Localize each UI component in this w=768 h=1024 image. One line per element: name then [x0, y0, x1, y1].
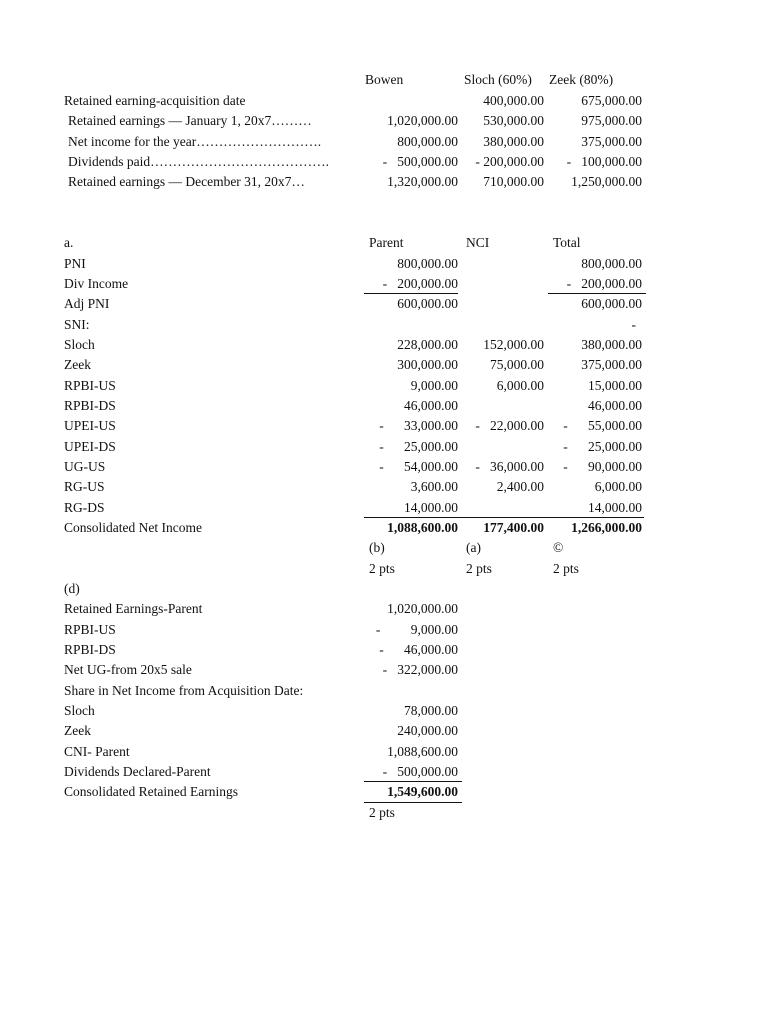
cell-zeek: 975,000.00 — [581, 113, 642, 128]
row-label: Share in Net Income from Acquisition Date: — [64, 683, 304, 698]
section-a-label: a. — [64, 235, 74, 250]
section-d-label: (d) — [64, 581, 80, 596]
row-label: RPBI-US — [64, 622, 116, 637]
cell-zeek: 675,000.00 — [581, 93, 642, 108]
col-header-total: Total — [553, 235, 581, 250]
total-value: 1,549,600.00 — [387, 784, 458, 799]
cell-bowen: 1,020,000.00 — [387, 113, 458, 128]
cell-total: 375,000.00 — [581, 357, 642, 372]
row-label: Div Income — [64, 276, 129, 291]
cell-nci: - 36,000.00 — [475, 459, 544, 474]
row-label: UPEI-DS — [64, 439, 116, 454]
total-rule — [364, 781, 462, 782]
cell-total: 14,000.00 — [588, 500, 642, 515]
cell-total: 15,000.00 — [588, 378, 642, 393]
cell-value: - 9,000.00 — [375, 622, 458, 637]
cell-total: - 55,000.00 — [563, 418, 642, 433]
cell-parent: 46,000.00 — [404, 398, 458, 413]
subtotal-rule — [364, 293, 458, 294]
cell-parent: 300,000.00 — [397, 357, 458, 372]
cell-zeek: 1,250,000.00 — [571, 174, 642, 189]
cell-total: - — [631, 317, 636, 332]
cell-value: 1,020,000.00 — [387, 601, 458, 616]
row-label: PNI — [64, 256, 86, 271]
cell-nci: 75,000.00 — [490, 357, 544, 372]
cell-total: - 25,000.00 — [563, 439, 642, 454]
cell-total: 380,000.00 — [581, 337, 642, 352]
cell-total: 6,000.00 — [594, 479, 642, 494]
cell-parent: 600,000.00 — [397, 296, 458, 311]
cell-parent: - 25,000.00 — [379, 439, 458, 454]
row-label: UG-US — [64, 459, 106, 474]
cell-total: - 200,000.00 — [566, 276, 642, 291]
cell-total: 46,000.00 — [588, 398, 642, 413]
cell-sloch: - 200,000.00 — [475, 154, 544, 169]
cell-parent: 800,000.00 — [397, 256, 458, 271]
row-label: Retained earnings — January 1, 20x7……… — [68, 113, 312, 128]
row-label: Dividends paid…………………………………. — [68, 154, 329, 169]
cell-zeek: 375,000.00 — [581, 134, 642, 149]
row-label: SNI: — [64, 317, 90, 332]
cell-total: - 90,000.00 — [563, 459, 642, 474]
col-header-sloch: Sloch (60%) — [464, 72, 532, 87]
row-label: Zeek — [64, 357, 91, 372]
cell-parent: - 200,000.00 — [382, 276, 458, 291]
total-nci: 177,400.00 — [483, 520, 544, 535]
points-d: 2 pts — [369, 805, 395, 820]
cell-zeek: - 100,000.00 — [566, 154, 642, 169]
double-underline — [364, 802, 462, 803]
row-label: Retained earnings — December 31, 20x7… — [68, 174, 305, 189]
row-label: Sloch — [64, 337, 95, 352]
cell-nci: 2,400.00 — [496, 479, 544, 494]
total-row-label: Consolidated Retained Earnings — [64, 784, 238, 799]
col-header-nci: NCI — [466, 235, 490, 250]
cell-nci: 6,000.00 — [496, 378, 544, 393]
row-label: RPBI-DS — [64, 398, 116, 413]
cell-parent: - 33,000.00 — [379, 418, 458, 433]
row-label: Net UG-from 20x5 sale — [64, 662, 192, 677]
row-label: Sloch — [64, 703, 95, 718]
row-label: Adj PNI — [64, 296, 110, 311]
col-header-bowen: Bowen — [365, 72, 404, 87]
cell-value: - 322,000.00 — [382, 662, 458, 677]
cell-nci: 152,000.00 — [483, 337, 544, 352]
row-label: UPEI-US — [64, 418, 116, 433]
cell-total: 600,000.00 — [581, 296, 642, 311]
row-label: CNI- Parent — [64, 744, 130, 759]
points-nci: 2 pts — [466, 561, 492, 576]
cell-bowen: - 500,000.00 — [382, 154, 458, 169]
cell-value: 1,088,600.00 — [387, 744, 458, 759]
col-header-zeek: Zeek (80%) — [549, 72, 614, 87]
cell-sloch: 530,000.00 — [483, 113, 544, 128]
row-label: Retained earning-acquisition date — [64, 93, 246, 108]
total-row-label: Consolidated Net Income — [64, 520, 202, 535]
total-rule — [364, 517, 644, 518]
cell-sloch: 380,000.00 — [483, 134, 544, 149]
row-label: RG-DS — [64, 500, 105, 515]
cell-value: 78,000.00 — [404, 703, 458, 718]
cell-parent: 228,000.00 — [397, 337, 458, 352]
cell-sloch: 710,000.00 — [483, 174, 544, 189]
cell-parent: 3,600.00 — [410, 479, 458, 494]
points-parent: 2 pts — [369, 561, 395, 576]
row-label: RPBI-DS — [64, 642, 116, 657]
row-label: Retained Earnings-Parent — [64, 601, 203, 616]
cell-sloch: 400,000.00 — [483, 93, 544, 108]
subtotal-rule — [548, 293, 646, 294]
row-label: RPBI-US — [64, 378, 116, 393]
cell-parent: 9,000.00 — [410, 378, 458, 393]
cell-value: 240,000.00 — [397, 723, 458, 738]
cell-bowen: 1,320,000.00 — [387, 174, 458, 189]
cell-value: - 500,000.00 — [382, 764, 458, 779]
row-label: Zeek — [64, 723, 91, 738]
points-total: 2 pts — [553, 561, 579, 576]
tag-parent: (b) — [369, 540, 385, 555]
total-parent: 1,088,600.00 — [387, 520, 458, 535]
cell-bowen: 800,000.00 — [397, 134, 458, 149]
row-label: Net income for the year………………………. — [68, 134, 322, 149]
cell-total: 800,000.00 — [581, 256, 642, 271]
total-total: 1,266,000.00 — [571, 520, 642, 535]
cell-nci: - 22,000.00 — [475, 418, 544, 433]
cell-parent: 14,000.00 — [404, 500, 458, 515]
cell-value: - 46,000.00 — [379, 642, 458, 657]
tag-total: © — [553, 540, 564, 555]
row-label: RG-US — [64, 479, 105, 494]
tag-nci: (a) — [466, 540, 481, 555]
col-header-parent: Parent — [369, 235, 404, 250]
cell-parent: - 54,000.00 — [379, 459, 458, 474]
row-label: Dividends Declared-Parent — [64, 764, 211, 779]
